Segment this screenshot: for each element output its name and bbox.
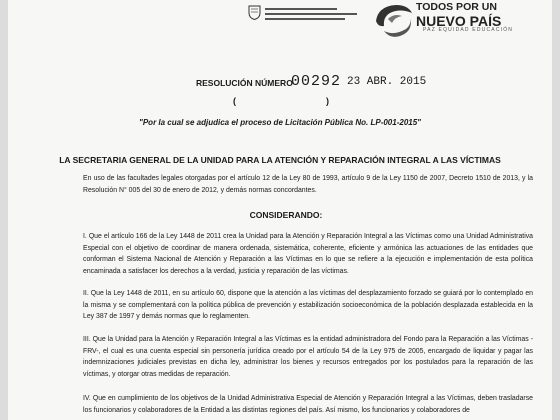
- resolution-label: RESOLUCIÓN NÚMERO: [196, 78, 293, 88]
- todos-por-un-nuevo-pais-logo: [368, 0, 553, 40]
- consideration-paragraph-2: II. Que la Ley 1448 de 2011, en su artículo 60, dispone que la atención a las víctimas del desplazamiento forzado se guiará por lo contemplado en la misma y se complementará con la política pública de prevención y estabilización socioeconómica de la población desplazada establecida en la Ley 387 de 1997 y demás normas que lo reglamenten.: [83, 290, 533, 320]
- considerando-heading: CONSIDERANDO:: [249, 210, 323, 220]
- header-text-line: [265, 18, 345, 20]
- header-text-line: [265, 8, 337, 10]
- resolution-line: [8, 74, 552, 90]
- document-page: [8, 0, 552, 420]
- paren-open: (: [233, 96, 236, 106]
- coat-of-arms-icon: [248, 4, 261, 20]
- header-text-line: [265, 13, 357, 15]
- logo-wordmark: TODOS POR UN NUEVO PAÍS: [416, 1, 502, 29]
- resolution-number: 00292: [291, 73, 342, 90]
- consideration-paragraph-4: IV. Que en cumplimiento de los objetivos de la Unidad Administrativa Especial de Atención y Reparación Integral a las Víctimas, deben trasladarse los funcionarios y colaboradores de la Entidad a las distintas regiones del país. Así mismo, los funcionarios y colaboradores de: [83, 395, 533, 414]
- consideration-paragraph-1: I. Que el artículo 166 de la Ley 1448 de 2011 crea la Unidad para la Atención y Reparación Integral a las Víctimas como una Unidad Administrativa Especial con el objetivo de coordinar de manera ordenada, sistemática, coherente, eficiente y armónica las actuaciones de las entidades que conforman el Sistema Nacional de Atención y Reparación a las Víctimas en lo que se refiere a la ejecución e implementación de esta política encaminada a satisfacer los derechos a la verdad, justicia y reparación de las víctimas.: [83, 233, 533, 275]
- government-header: [248, 2, 360, 26]
- intro-paragraph: En uso de las facultades legales otorgadas por el artículo 12 de la Ley 80 de 1993, artículo 9 de la Ley 1150 de 2007, Decreto 1510 de 2013, y la Resolución N° 005 del 30 de enero de 2012, y demás normas concordantes.: [83, 175, 533, 194]
- subject-line: "Por la cual se adjudica el proceso de Licitación Pública No. LP-001-2015": [139, 118, 421, 127]
- resolution-date: 23 ABR. 2015: [347, 76, 427, 88]
- swirl-logo-icon: [370, 1, 416, 39]
- issuing-authority: LA SECRETARIA GENERAL DE LA UNIDAD PARA LA ATENCIÓN Y REPARACIÓN INTEGRAL A LAS VÍCTIMAS: [59, 155, 501, 165]
- logo-tagline: PAZ EQUIDAD EDUCACIÓN: [423, 27, 514, 33]
- paren-close: ): [326, 96, 329, 106]
- consideration-paragraph-3: III. Que la Unidad para la Atención y Reparación Integral a las Víctimas es la entidad administradora del Fondo para la Reparación a las Víctimas -FRV-, el cual es una cuenta especial sin personería jurídica creado por el artículo 54 de la Ley 975 de 2005, encargado de liquidar y pagar las indemnizaciones judiciales previstas en dicha ley, administrar los bienes y recursos entregados por los postulados para la reparación de las víctimas, y otorgar otras medidas de reparación.: [83, 336, 533, 378]
